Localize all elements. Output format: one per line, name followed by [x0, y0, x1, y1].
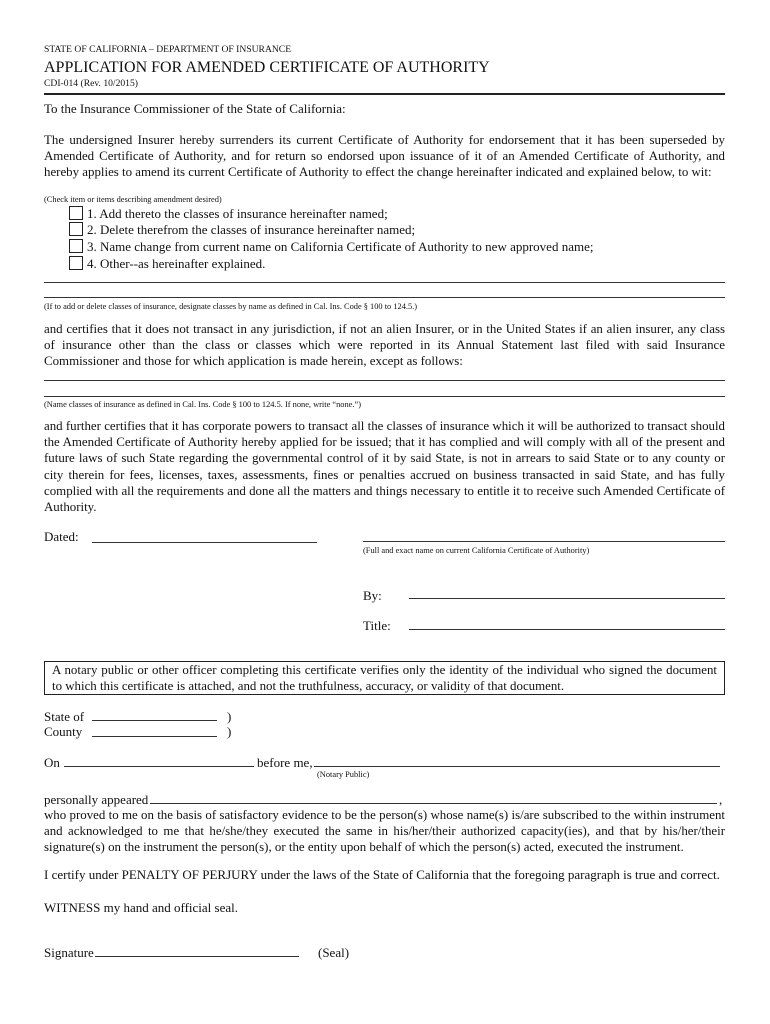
header-rule — [44, 93, 725, 95]
notary-caption: (Notary Public) — [317, 770, 370, 779]
powers-paragraph: and further certifies that it has corporate powers to transact all the classes of insurance which it will be authorized to transact should the Amended Certificate of Authority hereby applied for be issued; that it has complied and will comply with all of the present and future laws of such State regarding the governmental control of it by said State, is not in arrears to said State or to any county or city therein for fees, licenses, taxes, assessments, fines or penalties accrued on business transacted in said State, and has fully complied with all the requirements and done all the matters and things necessary to entitle it to receive such Amended Certificate of Authority. — [44, 419, 725, 515]
witness-statement: WITNESS my hand and official seal. — [44, 900, 238, 915]
dated-label: Dated: — [44, 529, 79, 544]
title-line — [409, 629, 725, 630]
classes-line-1[interactable] — [44, 282, 725, 283]
before-me-label: before me, — [257, 755, 313, 770]
option-3-checkbox[interactable] — [69, 239, 83, 253]
exceptions-line-2[interactable] — [44, 396, 725, 397]
notary-name-line — [314, 766, 720, 767]
appeared-comma: , — [719, 792, 723, 807]
salutation: To the Insurance Commissioner of the State of California: — [44, 101, 346, 116]
option-2-label: 2. Delete therefrom the classes of insurance hereinafter named; — [87, 222, 416, 237]
insurer-name-caption: (Full and exact name on current California Certificate of Authority) — [363, 546, 590, 555]
form-number: CDI-014 (Rev. 10/2015) — [44, 78, 138, 89]
dated-value[interactable] — [92, 528, 317, 542]
jurisdiction-paragraph: and certifies that it does not transact in any jurisdiction, if not an alien Insurer, or in the United States if an alien insurer, any class of insurance other than the class or classes which were reported in its Annual Statement last filed with said Insurance Commissioner and those for which application is made herein, except as follows: — [44, 322, 725, 369]
notary-name-value[interactable] — [314, 752, 720, 766]
title-value[interactable] — [409, 615, 725, 629]
on-date-line — [64, 766, 254, 767]
dated-line — [92, 542, 317, 543]
title-label: Title: — [363, 618, 391, 633]
county-line — [92, 736, 217, 737]
appeared-line — [150, 803, 717, 804]
classes-line-2[interactable] — [44, 297, 725, 298]
form-title: APPLICATION FOR AMENDED CERTIFICATE OF AUTHORITY — [44, 59, 490, 76]
state-paren: ) — [227, 709, 232, 724]
exceptions-line-1[interactable] — [44, 380, 725, 381]
option-4-checkbox[interactable] — [69, 256, 83, 270]
agency-name: STATE OF CALIFORNIA – DEPARTMENT OF INSURANCE — [44, 44, 292, 55]
county-paren: ) — [227, 724, 232, 739]
on-date-value[interactable] — [64, 752, 254, 766]
proof-paragraph: who proved to me on the basis of satisfactory evidence to be the person(s) whose name(s) is/are subscribed to the within instrument and acknowledged to me that he/she/they executed the same in his/her/their authorized capacity(ies), and that by his/her/their signature(s) on the instrument the person(s), or the entity upon behalf of which the person(s) acted, executed the instrument. — [44, 808, 725, 855]
appeared-label: personally appeared — [44, 792, 149, 807]
insurer-name-value[interactable] — [363, 526, 725, 540]
state-label: State of — [44, 709, 85, 724]
county-value[interactable] — [92, 722, 217, 736]
county-label: County — [44, 724, 83, 739]
option-3-label: 3. Name change from current name on California Certificate of Authority to new approved name; — [87, 239, 594, 254]
signature-line — [95, 956, 299, 957]
state-value[interactable] — [92, 706, 217, 720]
on-label: On — [44, 755, 60, 770]
option-2-checkbox[interactable] — [69, 222, 83, 236]
signature-value[interactable] — [95, 942, 299, 956]
by-line — [409, 598, 725, 599]
by-label: By: — [363, 588, 382, 603]
by-value[interactable] — [409, 584, 725, 598]
perjury-statement: I certify under PENALTY OF PERJURY under the laws of the State of California that the foregoing paragraph is true and correct. — [44, 867, 720, 882]
notary-notice: A notary public or other officer completing this certificate verifies only the identity of the individual who signed the document to which this certificate is attached, and not the truthfulness, accuracy, or validity of that document. — [52, 663, 717, 693]
signature-label: Signature — [44, 945, 94, 960]
check-instruction: (Check item or items describing amendment desired) — [44, 195, 222, 204]
seal-label: (Seal) — [318, 945, 350, 960]
appeared-value[interactable] — [150, 789, 717, 803]
option-1-checkbox[interactable] — [69, 206, 83, 220]
option-4-label: 4. Other--as hereinafter explained. — [87, 256, 266, 271]
state-line — [92, 720, 217, 721]
classes-note: (If to add or delete classes of insurance, designate classes by name as defined in Cal. Ins. Code § 100 to 124.5.) — [44, 302, 418, 311]
intro-paragraph: The undersigned Insurer hereby surrenders its current Certificate of Authority for endorsement that it has been superseded by Amended Certificate of Authority, and for return so endorsed upon issuance of it of an Amended Certificate of Authority, and hereby applies to amend its current Certificate of Authority to effect the change hereinafter indicated and explained below, to wit: — [44, 133, 725, 180]
exceptions-note: (Name classes of insurance as defined in Cal. Ins. Code § 100 to 124.5. If none, write “none.”) — [44, 400, 361, 409]
insurer-name-line — [363, 541, 725, 542]
option-1-label: 1. Add thereto the classes of insurance hereinafter named; — [87, 206, 388, 221]
